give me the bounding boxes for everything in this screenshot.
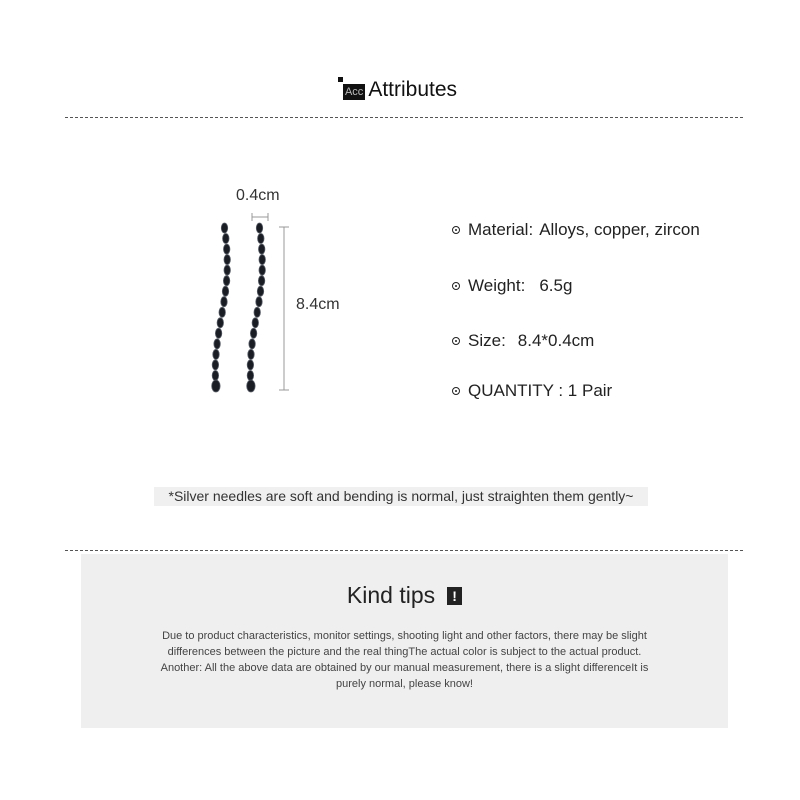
exclamation-icon (447, 587, 462, 605)
zircon-stone (248, 349, 254, 359)
kind-tips-heading (81, 582, 728, 609)
zircon-stone (256, 223, 262, 233)
zircon-stone (212, 380, 220, 392)
attribute-weight (452, 276, 572, 296)
zircon-stone (252, 318, 258, 328)
zircon-stone (213, 349, 219, 359)
zircon-stone (254, 307, 260, 317)
bottom-divider (65, 550, 743, 551)
attribute-material (452, 220, 700, 240)
zircon-stone (223, 276, 229, 286)
zircon-stone (221, 297, 227, 307)
zircon-stone (249, 339, 255, 349)
zircon-stone (221, 223, 227, 233)
quantity-text: QUANTITY : 1 Pair (468, 381, 613, 400)
exclamation-glyph: ! (452, 587, 457, 604)
zircon-stone (219, 307, 225, 317)
material-label: Material: (468, 220, 534, 239)
care-note: *Silver needles are soft and bending is normal, just straighten them gently~ (154, 487, 648, 506)
zircon-stone (215, 328, 221, 338)
zircon-stone (257, 286, 263, 296)
width-dimension-label: 0.4cm (236, 187, 280, 204)
kind-tips-title: Kind tips (346, 582, 436, 608)
zircon-stone (224, 255, 230, 265)
bullet-icon (452, 282, 460, 290)
zircon-stone (250, 328, 256, 338)
size-label: Size: (468, 331, 506, 350)
kind-tips-line: Another: All the above data are obtained by our manual measurement, there is a slight differenceIt is (160, 662, 649, 674)
zircon-stone (259, 244, 265, 254)
zircon-stone (256, 297, 262, 307)
zircon-stone (212, 371, 218, 381)
zircon-stone (224, 265, 230, 275)
kind-tips-line: differences between the picture and the real thingThe actual color is subject to the actual product. (167, 646, 642, 658)
kind-tips-panel (81, 554, 728, 728)
zircon-stone (224, 244, 230, 254)
bullet-icon (452, 337, 460, 345)
zircon-stone (214, 339, 220, 349)
zircon-stone (222, 286, 228, 296)
zircon-stone (258, 276, 264, 286)
zircon-stone (259, 265, 265, 275)
earring-right (247, 223, 266, 392)
heading-title: Attributes (368, 78, 458, 101)
size-value: 8.4*0.4cm (517, 331, 595, 350)
zircon-stone (247, 371, 253, 381)
bullet-icon (452, 387, 460, 395)
zircon-stone (223, 234, 229, 244)
top-divider (65, 117, 743, 118)
material-value: Alloys, copper, zircon (539, 220, 700, 239)
length-dimension-label: 8.4cm (296, 296, 340, 313)
bullet-icon (452, 226, 460, 234)
zircon-stone (217, 318, 223, 328)
earring-left (212, 223, 231, 392)
weight-label: Weight: (468, 276, 526, 295)
kind-tips-line: purely normal, please know! (336, 678, 473, 690)
kind-tips-text (111, 628, 698, 692)
zircon-stone (258, 234, 264, 244)
zircon-stone (259, 255, 265, 265)
section-heading (0, 78, 800, 102)
kind-tips-line: Due to product characteristics, monitor settings, shooting light and other factors, there may be slight (162, 630, 647, 642)
earring-product-image (195, 180, 305, 400)
heading-badge: Acc (344, 86, 364, 98)
zircon-stone (247, 380, 255, 392)
weight-value: 6.5g (539, 276, 573, 295)
zircon-stone (247, 360, 253, 370)
attribute-size (452, 331, 594, 351)
zircon-stone (212, 360, 218, 370)
attribute-quantity (452, 381, 612, 401)
